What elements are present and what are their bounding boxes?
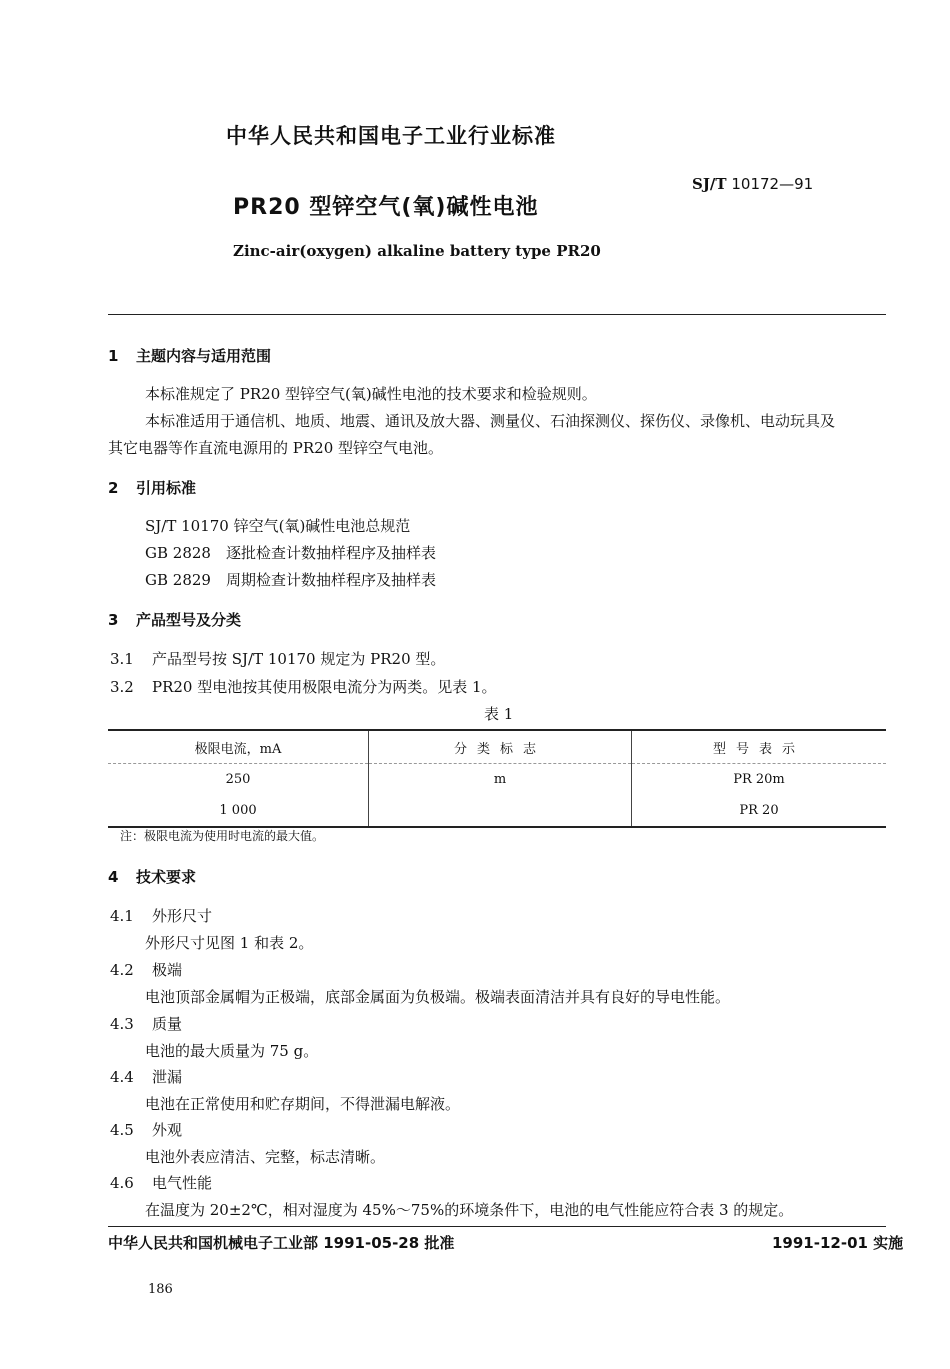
clause-4-5-title: 外观 <box>152 1121 183 1139</box>
clause-4-2-number: 4.2 <box>110 961 134 979</box>
clause-3-1-number: 3.1 <box>110 650 134 668</box>
page-number: 186 <box>148 1282 173 1297</box>
clause-4-3-number: 4.3 <box>110 1015 134 1033</box>
clause-4-5-number: 4.5 <box>110 1121 134 1139</box>
clause-4-6-title: 电气性能 <box>152 1174 213 1192</box>
section-4-number: 4 <box>108 868 119 886</box>
table-1-note: 注：极限电流为使用时电流的最大值。 <box>120 829 325 843</box>
footer-divider <box>108 1226 886 1227</box>
table-row <box>108 764 886 796</box>
clause-3-2-text: PR20 型电池按其使用极限电流分为两类。见表 1。 <box>152 678 497 696</box>
clause-4-5-body: 电池外表应清洁、完整，标志清晰。 <box>145 1148 386 1166</box>
clause-4-2-title: 极端 <box>152 961 183 979</box>
section-3-number: 3 <box>108 611 119 629</box>
clause-3-1-text: 产品型号按 SJ/T 10170 规定为 PR20 型。 <box>152 650 446 668</box>
section-4-heading <box>108 866 196 887</box>
clause-4-3-body: 电池的最大质量为 75 g。 <box>145 1042 319 1060</box>
clause-4-3-title: 质量 <box>152 1015 183 1033</box>
table-cell: PR 20 <box>632 795 887 827</box>
standard-code <box>692 175 813 193</box>
section-1-paragraph-2-line-1: 本标准适用于通信机、地质、地震、通讯及放大器、测量仪、石油探测仪、探伤仪、录像机、电动玩具及 <box>145 412 836 430</box>
section-1-number: 1 <box>108 347 119 365</box>
clause-4-1 <box>110 905 212 926</box>
clause-4-4-title: 泄漏 <box>152 1068 183 1086</box>
document-subtitle-english: Zinc-air(oxygen) alkaline battery type PR20 <box>233 242 601 260</box>
section-2-number: 2 <box>108 479 119 497</box>
table-cell: 1 000 <box>108 795 369 827</box>
table-header-type-designation: 型号表示 <box>632 730 887 764</box>
clause-4-4 <box>110 1066 182 1087</box>
table-1-caption: 表 1 <box>484 705 514 723</box>
section-1-paragraph-1: 本标准规定了 PR20 型锌空气(氧)碱性电池的技术要求和检验规则。 <box>145 385 597 403</box>
table-cell: m <box>369 764 632 796</box>
effective-date: 1991-12-01 实施 <box>772 1234 904 1252</box>
table-row <box>108 795 886 827</box>
clause-4-3 <box>110 1013 182 1034</box>
reference-standard-3: GB 2829 周期检查计数抽样程序及抽样表 <box>145 571 436 589</box>
clause-4-4-body: 电池在正常使用和贮存期间，不得泄漏电解液。 <box>145 1095 461 1113</box>
clause-4-6-body: 在温度为 20±2℃，相对湿度为 45%～75%的环境条件下，电池的电气性能应符合表 3 的规定。 <box>145 1201 794 1219</box>
table-header-row <box>108 730 886 764</box>
table-header-class-mark: 分类标志 <box>369 730 632 764</box>
section-1-paragraph-2-line-2: 其它电器等作直流电源用的 PR20 型锌空气电池。 <box>108 439 444 457</box>
section-3-heading <box>108 609 241 630</box>
standard-code-number: 10172—91 <box>731 175 814 193</box>
table-cell: 250 <box>225 772 251 787</box>
clause-4-1-title: 外形尺寸 <box>152 907 213 925</box>
section-3-title: 产品型号及分类 <box>136 611 242 629</box>
document-title: PR20 型锌空气(氧)碱性电池 <box>233 195 539 220</box>
table-cell <box>369 795 632 827</box>
table-1 <box>108 729 886 828</box>
clause-3-2 <box>110 676 497 697</box>
clause-4-6 <box>110 1172 212 1193</box>
reference-standard-2: GB 2828 逐批检查计数抽样程序及抽样表 <box>145 544 436 562</box>
clause-4-2 <box>110 959 182 980</box>
clause-3-1 <box>110 648 445 669</box>
clause-4-6-number: 4.6 <box>110 1174 134 1192</box>
section-4-title: 技术要求 <box>136 868 197 886</box>
section-2-heading <box>108 477 196 498</box>
standard-code-label: SJ/T <box>692 175 727 193</box>
clause-4-2-body: 电池顶部金属帽为正极端，底部金属面为负极端。极端表面清洁并具有良好的导电性能。 <box>145 988 731 1006</box>
section-2-title: 引用标准 <box>136 479 197 497</box>
section-1-title: 主题内容与适用范围 <box>136 347 272 365</box>
reference-standard-1: SJ/T 10170 锌空气(氧)碱性电池总规范 <box>145 517 411 535</box>
clause-4-1-number: 4.1 <box>110 907 134 925</box>
section-1-heading <box>108 345 271 366</box>
clause-4-5 <box>110 1119 182 1140</box>
header-divider <box>108 314 886 315</box>
approval-statement: 中华人民共和国机械电子工业部 1991-05-28 批准 <box>108 1234 455 1252</box>
table-cell: PR 20m <box>733 772 785 787</box>
clause-4-4-number: 4.4 <box>110 1068 134 1086</box>
standard-org-title: 中华人民共和国电子工业行业标准 <box>226 124 556 148</box>
clause-3-2-number: 3.2 <box>110 678 134 696</box>
clause-4-1-body: 外形尺寸见图 1 和表 2。 <box>145 934 314 952</box>
table-header-limit-current: 极限电流，mA <box>108 730 369 764</box>
